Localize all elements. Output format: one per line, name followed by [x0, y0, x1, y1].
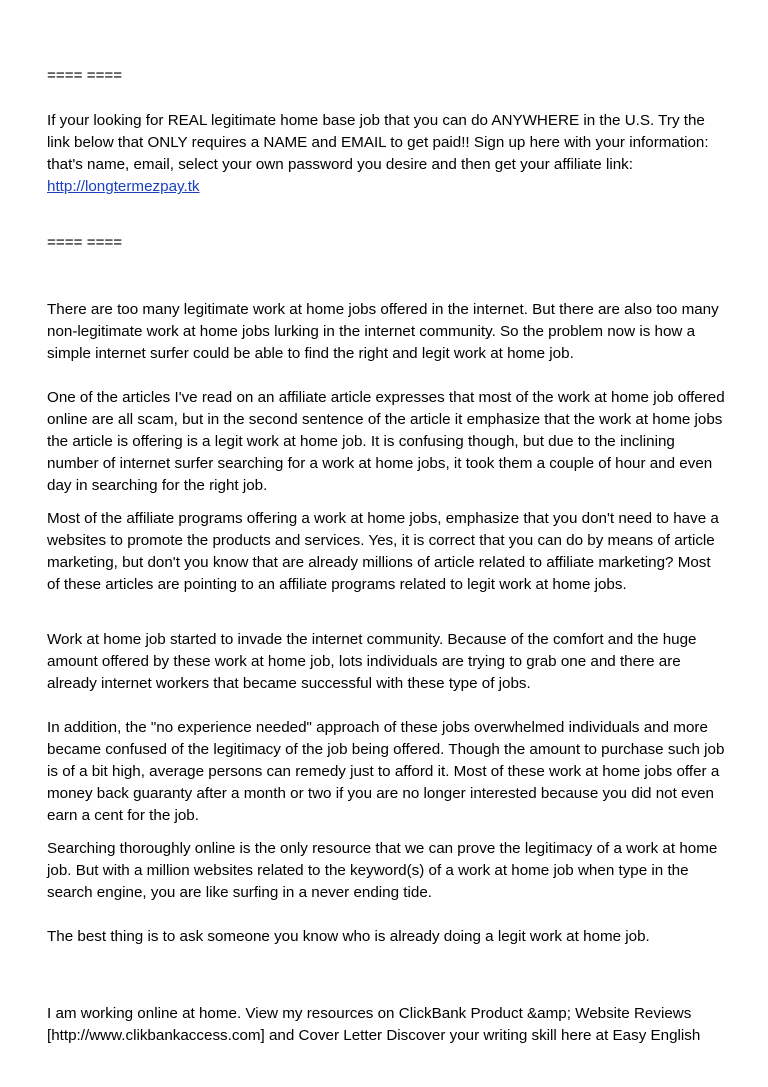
- separator-top: ==== ====: [47, 67, 123, 84]
- separator-bottom: ==== ====: [47, 234, 123, 251]
- paragraph-6: Searching thoroughly online is the only resource that we can prove the legitimacy of a work at home job. But with a million websites related to the keyword(s) of a work at home job when type in the search engine, you are like surfing in a never ending tide.: [47, 840, 718, 902]
- affiliate-link[interactable]: http://longtermezpay.tk: [47, 178, 200, 196]
- paragraph-4: Work at home job started to invade the internet community. Because of the comfort and the huge amount offered by these work at home job, lots individuals are trying to grab one and there are already internet workers that became successful with these type of jobs.: [47, 631, 697, 693]
- paragraph-3: Most of the affiliate programs offering a work at home jobs, emphasize that you don't need to have a websites to promote the products and services. Yes, it is correct that you can do by means of article marketing, but don't you know that are already millions of article related to affiliate marketing? Most of these articles are pointing to an affiliate programs related to legit work at home jobs.: [47, 510, 719, 594]
- paragraph-2: One of the articles I've read on an affiliate article expresses that most of the work at home job offered online are all scam, but in the second sentence of the article it emphasize that the work at home jobs the article is offering is a legit work at home job. It is confusing though, but due to the inclining number of internet surfer searching for a work at home jobs, it took them a couple of hour and even day in searching for the right job.: [47, 389, 725, 495]
- paragraph-7: The best thing is to ask someone you know who is already doing a legit work at home job.: [47, 928, 650, 945]
- author-bio: I am working online at home. View my resources on ClickBank Product &amp; Website Reviews [http://www.clikbankaccess.com] and Cover Letter Discover your writing skill here at Easy English: [47, 1005, 701, 1045]
- intro-text: If your looking for REAL legitimate home base job that you can do ANYWHERE in the U.S. Try the link below that ONLY requires a NAME and EMAIL to get paid!! Sign up here with your information: that's name, email, select your own password you desire and then get your affiliate link:: [47, 112, 709, 174]
- intro-block: [47, 110, 727, 198]
- paragraph-5: In addition, the "no experience needed" approach of these jobs overwhelmed individuals and more became confused of the legitimacy of the job being offered. Though the amount to purchase such job is of a bit high, average persons can remedy just to afford it. Most of these work at home jobs offer a money back guaranty after a month or two if you are no longer interested because you did not even earn a cent for the job.: [47, 719, 725, 825]
- paragraph-1: There are too many legitimate work at home jobs offered in the internet. But there are also too many non-legitimate work at home jobs lurking in the internet community. So the problem now is how a simple internet surfer could be able to find the right and legit work at home job.: [47, 301, 719, 363]
